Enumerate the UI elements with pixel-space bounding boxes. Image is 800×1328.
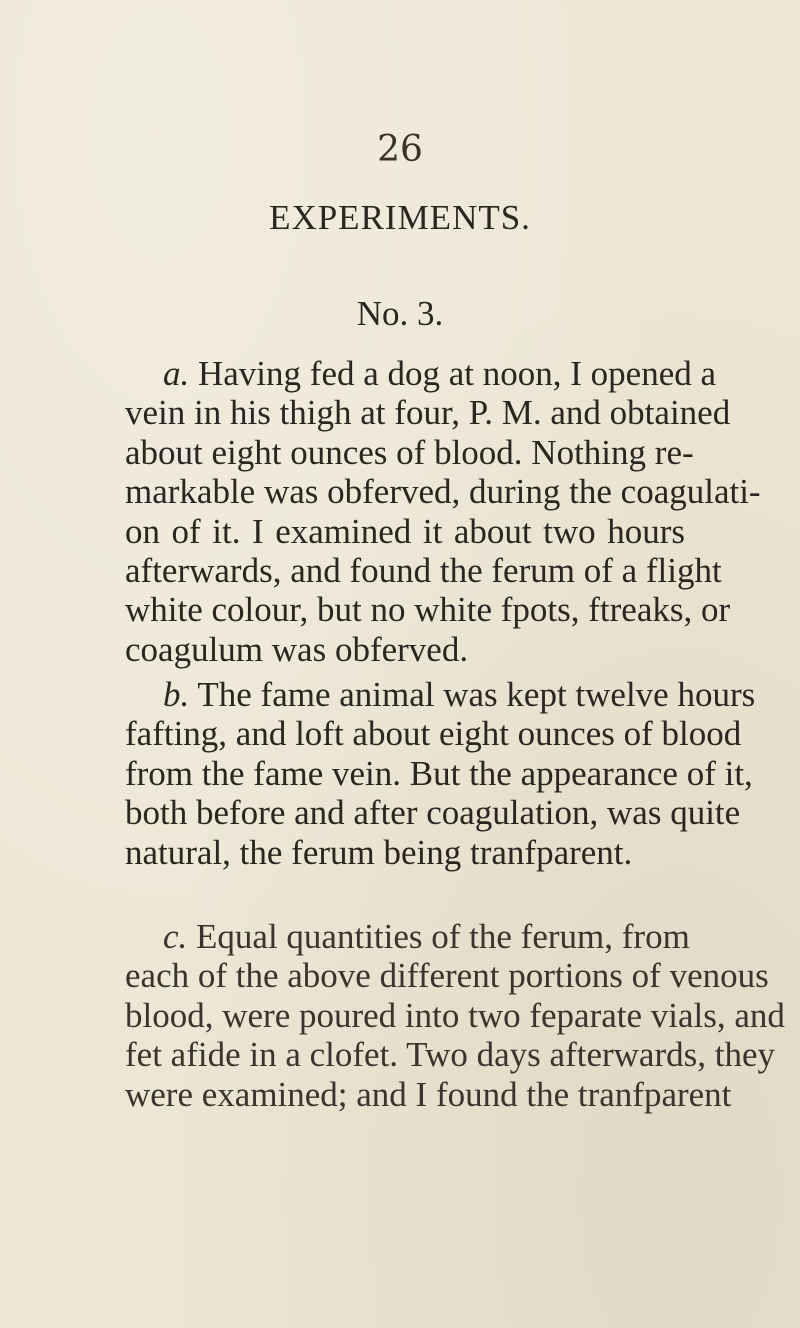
paragraph-a [125,354,761,669]
paragraph-line [125,675,756,714]
line-text: Having fed a dog at noon, I opened a [198,354,717,393]
experiment-number: No. 3. [356,294,444,333]
line-text: The fame animal was kept twelve hours [197,675,756,714]
paragraph-line: natural, the ferum being tranfparent. [125,832,633,872]
paragraph-label: b. [163,675,190,714]
paragraph-label: c. [163,917,188,956]
paragraph-line: coagulum was obferved. [125,629,469,669]
paragraph-label: a. [163,354,190,393]
paragraph-line: afterwards, and found the ferum of a flight [125,551,722,591]
paragraph-line: each of the above different portions of venous [125,956,769,996]
paragraph-line: were examined; and I found the tranfparent [125,1074,732,1114]
paragraph-line [125,354,717,393]
paragraph-line [125,917,690,956]
paragraph-c [125,917,785,1114]
page-number: 26 [377,129,423,170]
paragraph-line: on of it. I examined it about two hours [125,511,685,551]
paragraph-line: both before and after coagulation, was quite [125,793,741,833]
line-text: Equal quantities of the ferum, from [196,917,690,956]
paragraph-line: blood, were poured into two feparate vials, and [125,995,785,1035]
paragraph-line: fet afide in a clofet. Two days afterwards, they [125,1035,775,1075]
paragraph-line: fafting, and loft about eight ounces of blood [125,714,742,754]
section-heading: EXPERIMENTS. [269,198,531,237]
paragraph-line: from the fame vein. But the appearance of it, [125,753,753,793]
paragraph-b [125,675,756,872]
paragraph-line: white colour, but no white fpots, ftreaks, or [125,590,731,630]
paragraph-line: markable was obferved, during the coagulati- [125,472,761,512]
paragraph-line: vein in his thigh at four, P. M. and obtained [125,393,731,433]
paragraph-line: about eight ounces of blood. Nothing re- [125,432,694,472]
